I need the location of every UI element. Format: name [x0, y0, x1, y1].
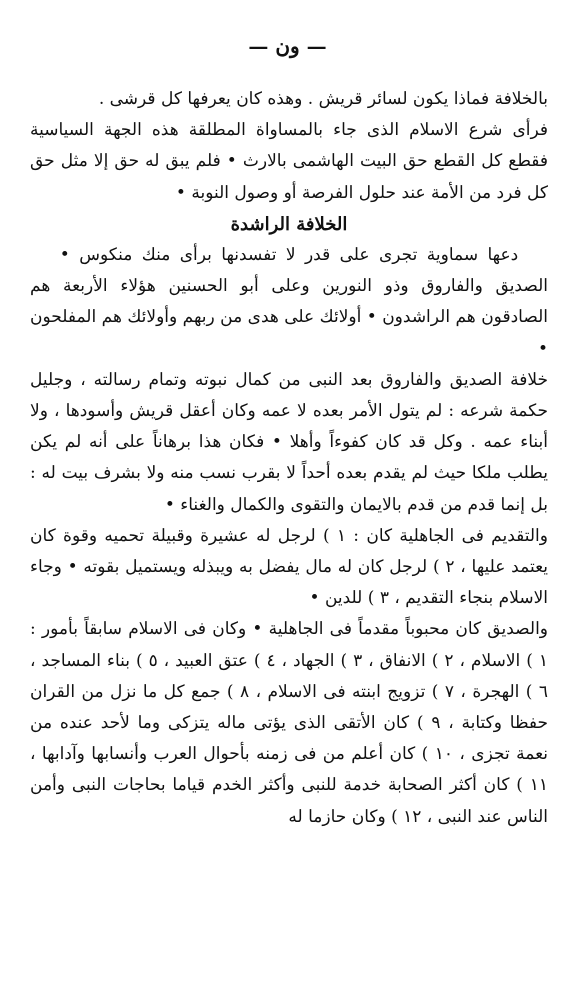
paragraph-3: الصديق والفاروق وذو النورين وعلى أبو الحسنين هؤلاء الأربعة هم الصادقون هم الراشدون • أولائك على هدى من ربهم وأولائك هم المفلحون •: [30, 276, 548, 359]
page-number: — ون —: [248, 34, 327, 58]
paragraph-5: والتقديم فى الجاهلية كان : ١ ) لرجل له عشيرة وقبيلة تحميه وقوة كان يعتمد عليها ، ٢ ) لرجل كان له مال يفضل به ويبذله ويستميل بقوته • وجاء الاسلام بنجاء التقديم ، ٣ ) للدين •: [30, 525, 549, 609]
page-body: [30, 84, 548, 833]
paragraph-1: بالخلافة فماذا يكون لسائر قريش . وهذه كان يعرفها كل قرشى .: [98, 89, 548, 109]
section-heading: الخلافة الراشدة: [230, 213, 348, 235]
verse-line: دعها سماوية تجرى على قدر لا تفسدنها برأى منك منكوس •: [59, 245, 519, 266]
paragraph-4: خلافة الصديق والفاروق بعد النبى من كمال نبوته وتمام رسالته ، وجليل حكمة شرعه : لم يتول الأمر بعده لا عمه وكان أعقل قريش وأسودها ، ولا أبناء عمه . وكل قد كان كفوءاً وأهلا • فكان هذا برهاناً على أنه لم يكن يطلب ملكا حيث لم يقدم بعده أحداً لا بقرب نسب منه ولا بشرف بيت له : بل إنما قدم من قدم بالايمان والتقوى والكمال والغناء •: [30, 369, 548, 515]
paragraph-6: والصديق كان محبوباً مقدماً فى الجاهلية • وكان فى الاسلام سابقاً بأمور : ١ ) الاسلام ، ٢ ) الانفاق ، ٣ ) الجهاد ، ٤ ) عتق العبيد ، ٥ ) بناء المساجد ، ٦ ) الهجرة ، ٧ ) تزويج ابنته فى الاسلام ، ٨ ) جمع كل ما نزل من القران حفظا وكتابة ، ٩ ) كان الأتقى الذى يؤتى ماله يتزكى وما لأحد عنده من نعمة تجزى ، ١٠ ) كان أعلم من فى زمنه بأحوال العرب وأنسابها وآدابها ، ١١ ) كان أكثر الصحابة خدمة للنبى وأكثر الخدم قياما بحاجات النبى وأمن الناس عند النبى ، ١٢ ) وكان حازما له: [30, 619, 548, 827]
paragraph-2: فرأى شرع الاسلام الذى جاء بالمساواة المطلقة هذه الجهة السياسية فقطع كل القطع حق البيت الهاشمى بالارث • فلم يبق له حق إلا مثل حق كل فرد من الأمة عند حلول الفرصة أو وصول النوبة •: [30, 120, 548, 203]
